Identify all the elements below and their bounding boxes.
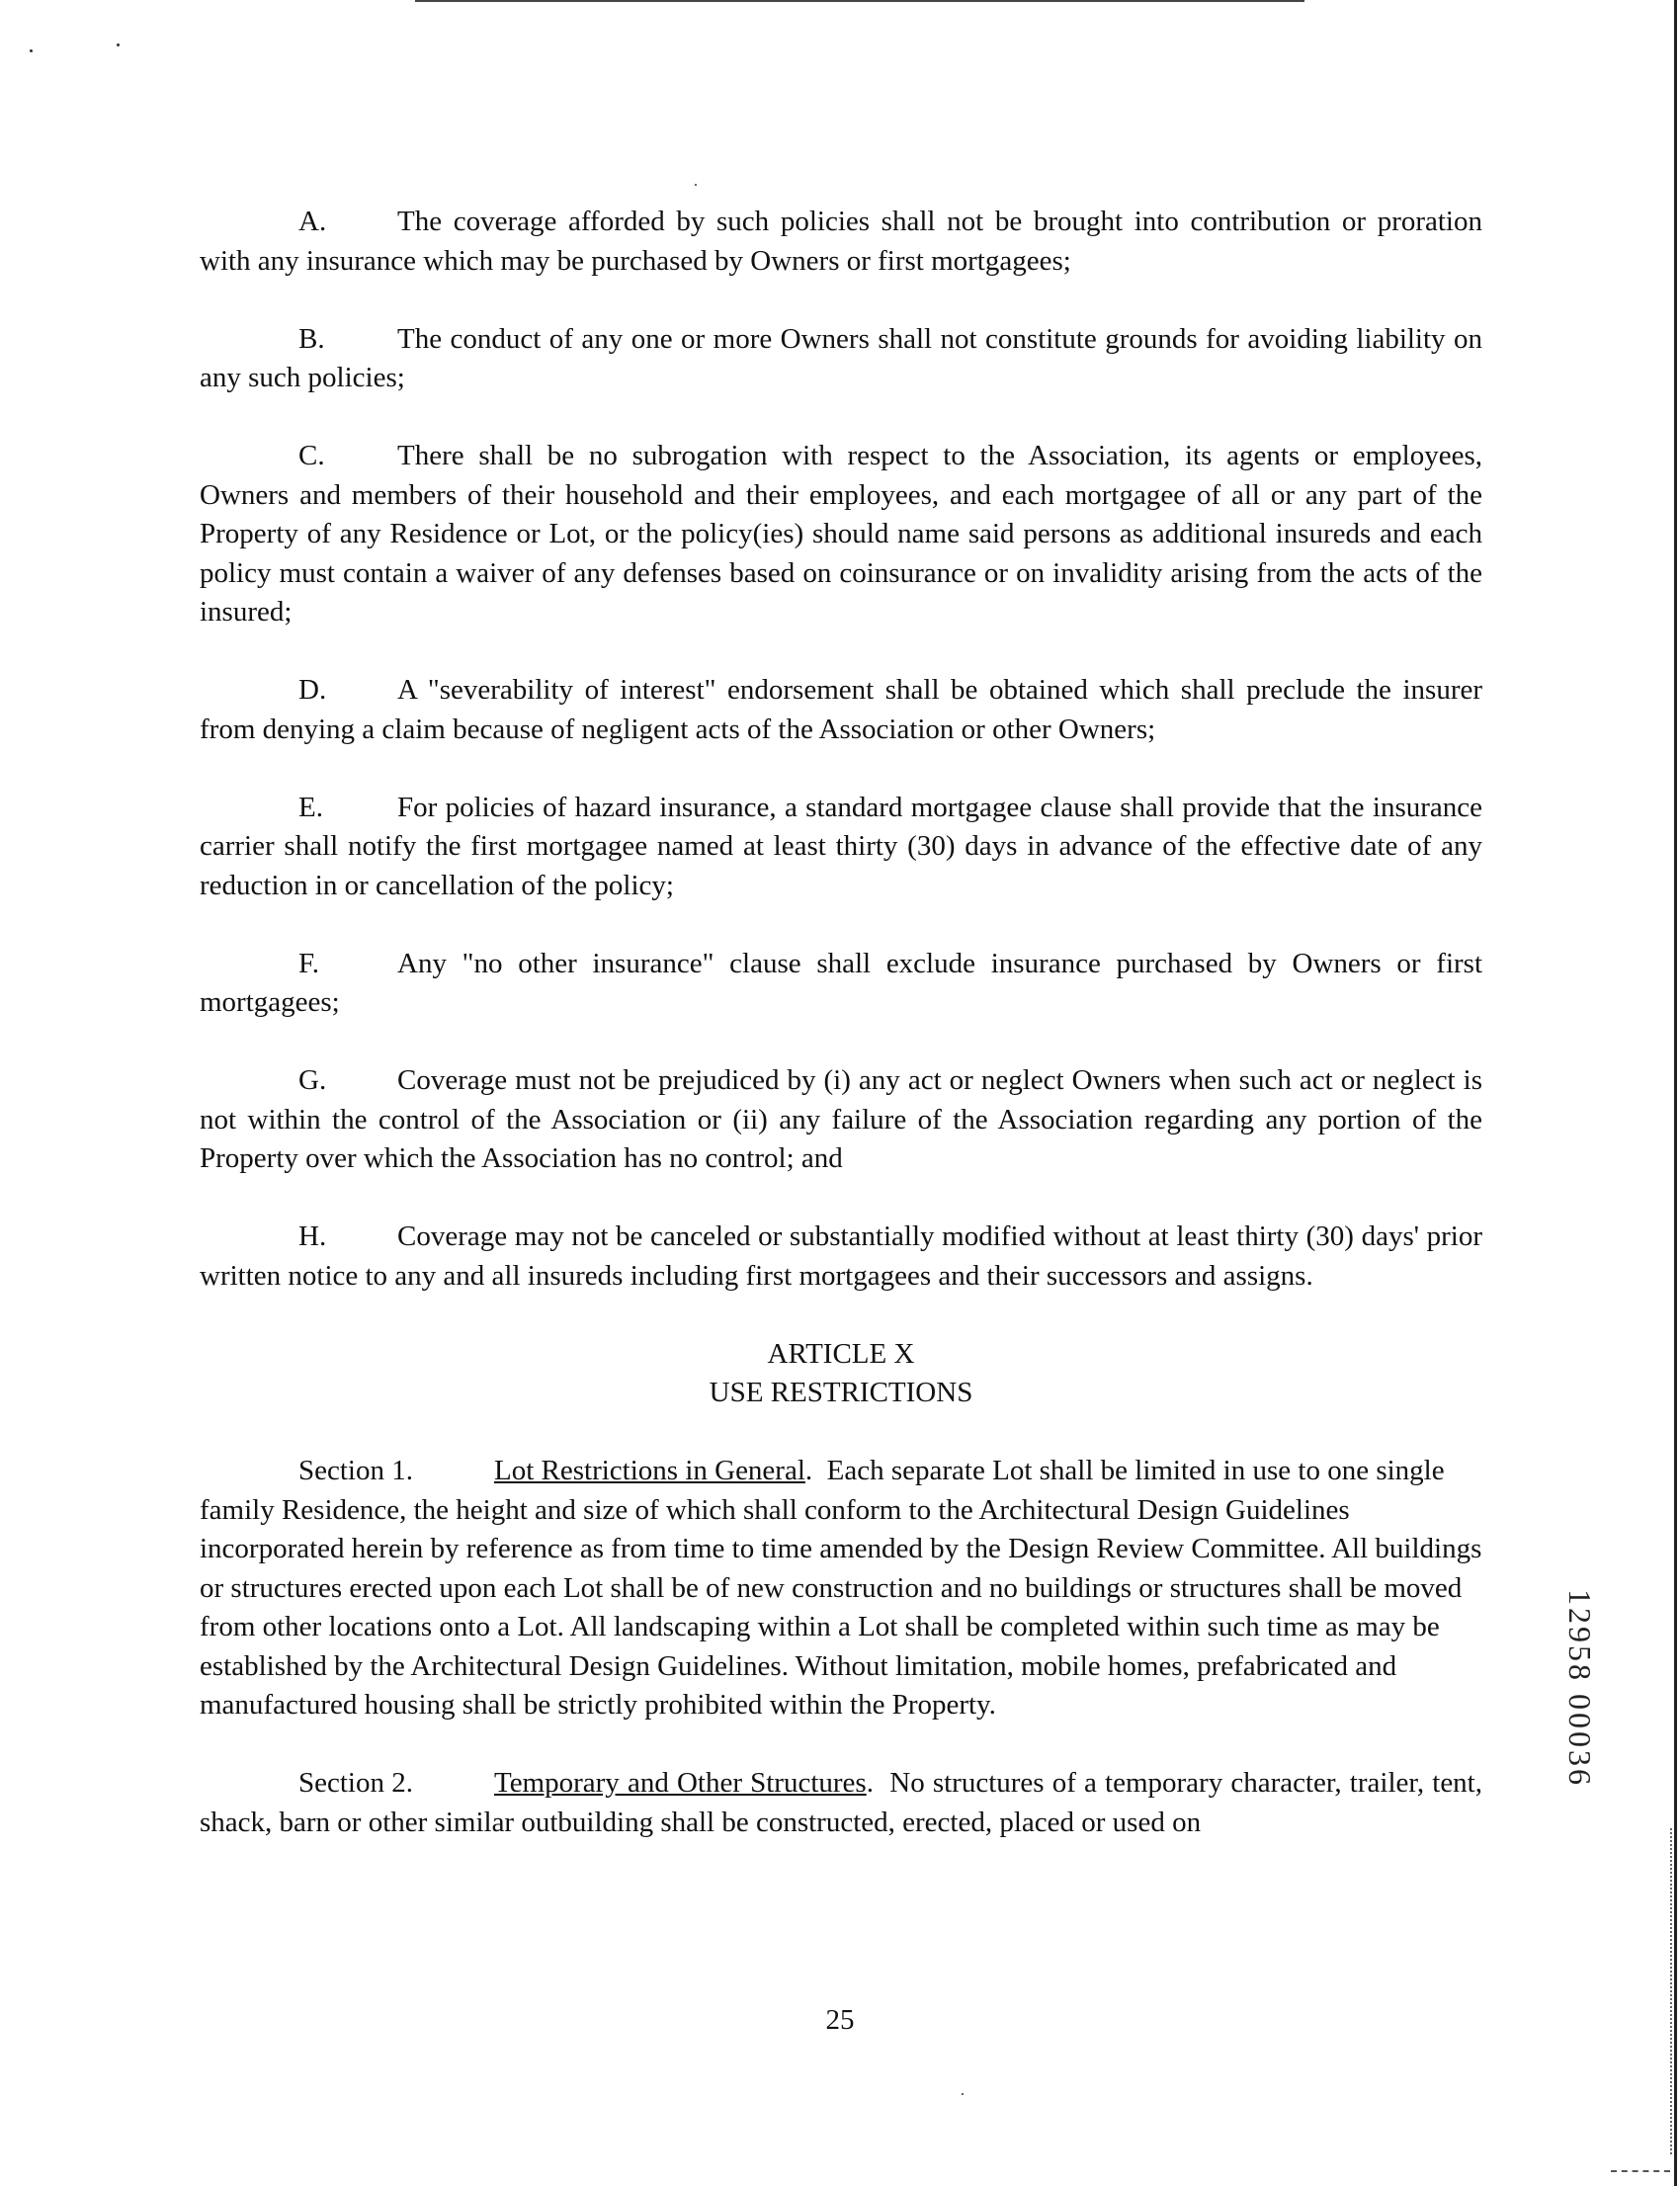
- clause-label: B.: [298, 322, 325, 355]
- clause-e: [200, 789, 1482, 906]
- section-label: Section 1.: [298, 1455, 413, 1486]
- clause-b: [200, 320, 1482, 398]
- clause-label: E.: [298, 791, 323, 823]
- section-heading: Temporary and Other Structures: [494, 1767, 867, 1799]
- clause-h: [200, 1218, 1482, 1296]
- clause-label: H.: [298, 1220, 327, 1252]
- section-heading-period: .: [866, 1767, 890, 1799]
- clause-text: The coverage afforded by such policies shall not be brought into contribution or proration with any insurance which may be purchased by Owners or first mortgagees;: [200, 206, 1482, 277]
- clause-label: F.: [298, 947, 320, 979]
- scan-edge-line: [1674, 0, 1677, 2186]
- article-number: ARTICLE X: [767, 1337, 915, 1370]
- scan-speck: [962, 2093, 964, 2095]
- page-number: 25: [825, 2004, 855, 2036]
- clause-text: There shall be no subrogation with respect to the Association, its agents or employees, Owners and members of their household and their employees, and each mortgagee of all or any part of the Property of any Residence or Lot, or the policy(ies) should name said persons as additional insureds and each policy must contain a waiver of any defenses based on coinsurance or on invalidity arising from the acts of the insured;: [200, 440, 1482, 628]
- clause-text: The conduct of any one or more Owners shall not constitute grounds for avoiding liability on any such policies;: [200, 322, 1482, 393]
- clause-label: C.: [298, 440, 325, 471]
- scan-speck: [117, 43, 120, 46]
- article-heading: [200, 1335, 1482, 1413]
- clause-text: Any "no other insurance" clause shall exclude insurance purchased by Owners or first mortgagees;: [200, 947, 1482, 1018]
- clause-text: For policies of hazard insurance, a standard mortgagee clause shall provide that the insurance carrier shall notify the first mortgagee named at least thirty (30) days in advance of the effective date of any reduction in or cancellation of the policy;: [200, 791, 1482, 901]
- scan-edge-dotted-line: [1670, 1828, 1672, 2154]
- clause-text: Coverage may not be canceled or substantially modified without at least thirty (30) days' prior written notice to any and all insureds including first mortgagees and their successors and assigns.: [200, 1220, 1482, 1292]
- clause-label: G.: [298, 1064, 327, 1096]
- page-top-rule: [415, 0, 1304, 2]
- section-label: Section 2.: [298, 1767, 413, 1799]
- clause-a: [200, 203, 1482, 281]
- section-heading: Lot Restrictions in General: [494, 1455, 805, 1486]
- section-1: [200, 1452, 1482, 1725]
- section-text: No structures of a temporary character, trailer, tent, shack, barn or other similar outbuilding shall be constructed, erected, placed or used on: [200, 1767, 1482, 1838]
- clause-g: [200, 1061, 1482, 1179]
- clause-label: A.: [298, 206, 327, 237]
- clause-text: A "severability of interest" endorsement shall be obtained which shall preclude the insurer from denying a claim because of negligent acts of the Association or other Owners;: [200, 674, 1482, 745]
- section-heading-period: .: [804, 1455, 827, 1486]
- clause-label: D.: [298, 674, 327, 706]
- clause-text: Coverage must not be prejudiced by (i) any act or neglect Owners when such act or neglect is not within the control of the Association or (ii) any failure of the Association regarding any portion of the Property over which the Association has no control; and: [200, 1064, 1482, 1174]
- scan-speck: [695, 184, 697, 186]
- recording-stamp: 12958 00036: [1562, 1589, 1598, 1788]
- document-body: [200, 203, 1482, 1882]
- section-2: [200, 1764, 1482, 1842]
- clause-c: [200, 437, 1482, 632]
- clause-f: [200, 945, 1482, 1023]
- section-text: Each separate Lot shall be limited in use to one single family Residence, the height and size of which shall conform to the Architectural Design Guidelines incorporated herein by reference as from time to time amended by the Design Review Committee. All buildings or structures erected upon each Lot shall be of new construction and no buildings or structures shall be moved from other locations onto a Lot. All landscaping within a Lot shall be completed within such time as may be established by the Architectural Design Guidelines. Without limitation, mobile homes, prefabricated and manufactured housing shall be strictly prohibited within the Property.: [200, 1455, 1482, 1721]
- scan-speck: [30, 49, 33, 52]
- scan-bottom-dash: [1611, 2170, 1670, 2172]
- article-title: USE RESTRICTIONS: [709, 1377, 973, 1408]
- clause-d: [200, 671, 1482, 749]
